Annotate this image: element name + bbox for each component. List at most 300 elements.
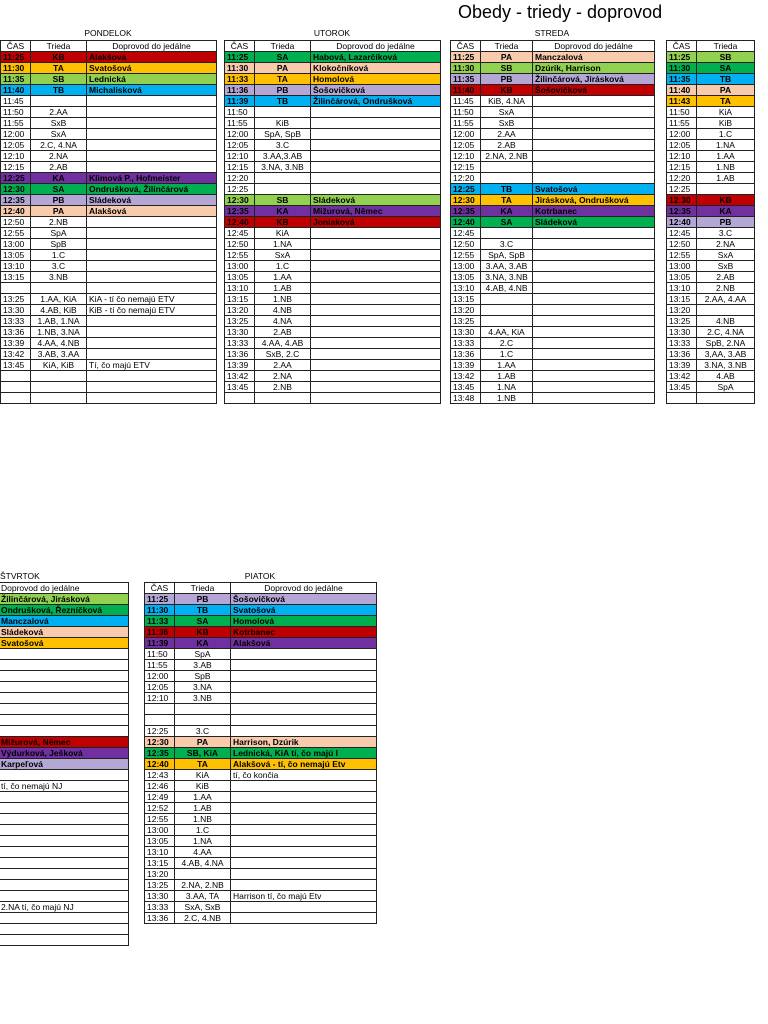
- class-cell: [481, 173, 533, 184]
- time-cell: 11:30: [1, 63, 31, 74]
- escort-cell: [87, 239, 217, 250]
- escort-cell: [231, 671, 377, 682]
- escort-cell: [87, 382, 217, 393]
- table-row: [1, 118, 217, 129]
- time-cell: 13:00: [145, 825, 175, 836]
- table-row: [451, 85, 655, 96]
- class-cell: [697, 393, 755, 404]
- table-row: [667, 129, 755, 140]
- time-cell: 11:45: [451, 96, 481, 107]
- time-cell: 13:25: [451, 316, 481, 327]
- escort-cell: [533, 393, 655, 404]
- escort-cell: [533, 151, 655, 162]
- time-cell: 12:05: [145, 682, 175, 693]
- class-cell: SxA: [697, 250, 755, 261]
- escort-cell: Mižurová, Němec: [311, 206, 441, 217]
- table-row: [0, 935, 129, 946]
- table-row: [667, 250, 755, 261]
- time-cell: 12:05: [1, 140, 31, 151]
- class-cell: KiA: [697, 107, 755, 118]
- time-cell: 12:00: [1, 129, 31, 140]
- time-cell: 12:35: [225, 206, 255, 217]
- time-cell: 12:35: [145, 748, 175, 759]
- table-row: [0, 770, 129, 781]
- class-cell: SxA: [31, 129, 87, 140]
- table-row: [667, 206, 755, 217]
- escort-cell: [87, 338, 217, 349]
- class-cell: TB: [31, 85, 87, 96]
- escort-cell: [231, 858, 377, 869]
- escort-cell: Šošovičková: [311, 85, 441, 96]
- time-cell: 12:15: [1, 162, 31, 173]
- class-cell: 3.NA: [175, 682, 231, 693]
- table-row: [667, 272, 755, 283]
- time-cell: 12:40: [667, 217, 697, 228]
- time-cell: 12:35: [667, 206, 697, 217]
- table-row: [1, 151, 217, 162]
- escort-cell: Svatošová: [231, 605, 377, 616]
- table-row: [1, 129, 217, 140]
- time-cell: 12:40: [145, 759, 175, 770]
- class-cell: [31, 283, 87, 294]
- escort-cell: Žilinčárová, Jirásková: [533, 74, 655, 85]
- table-row: [145, 803, 377, 814]
- table-row: [145, 638, 377, 649]
- escort-cell: [0, 704, 129, 715]
- escort-cell: [311, 162, 441, 173]
- schedule-table-streda: [450, 40, 655, 404]
- time-cell: 11:35: [667, 74, 697, 85]
- class-cell: 4.AA: [175, 847, 231, 858]
- column-header: ČAS: [1, 41, 31, 52]
- class-cell: [697, 184, 755, 195]
- class-cell: 2.AA: [255, 360, 311, 371]
- class-cell: TB: [481, 184, 533, 195]
- escort-cell: [533, 107, 655, 118]
- escort-cell: [0, 671, 129, 682]
- escort-cell: [311, 272, 441, 283]
- escort-cell: [0, 649, 129, 660]
- escort-cell: Michalisková: [87, 85, 217, 96]
- table-row: [225, 371, 441, 382]
- table-row: [667, 85, 755, 96]
- table-row: [1, 272, 217, 283]
- escort-cell: [533, 338, 655, 349]
- escort-cell: Ondrušková, Žilinčárová: [87, 184, 217, 195]
- time-cell: 13:25: [1, 294, 31, 305]
- class-cell: TB: [255, 96, 311, 107]
- time-cell: 13:39: [667, 360, 697, 371]
- class-cell: 2.C, 4.NB: [175, 913, 231, 924]
- escort-cell: KiA - tí čo nemajú ETV: [87, 294, 217, 305]
- time-cell: 11:36: [145, 627, 175, 638]
- class-cell: PB: [175, 594, 231, 605]
- header-row: [145, 583, 377, 594]
- class-cell: [255, 393, 311, 404]
- time-cell: 13:30: [225, 327, 255, 338]
- class-cell: 1.NB, 3.NA: [31, 327, 87, 338]
- escort-cell: [87, 261, 217, 272]
- table-row: [0, 726, 129, 737]
- time-cell: 12:20: [667, 173, 697, 184]
- table-row: [145, 869, 377, 880]
- time-cell: 13:10: [667, 283, 697, 294]
- table-row: [0, 759, 129, 770]
- table-row: [667, 184, 755, 195]
- table-row: [1, 250, 217, 261]
- class-cell: 3.AB, 3.AA: [31, 349, 87, 360]
- table-row: [451, 327, 655, 338]
- time-cell: [1, 283, 31, 294]
- class-cell: [175, 869, 231, 880]
- time-cell: 12:25: [145, 726, 175, 737]
- escort-cell: [533, 272, 655, 283]
- class-cell: 2.AB: [255, 327, 311, 338]
- time-cell: 12:55: [225, 250, 255, 261]
- class-cell: 1.NA: [175, 836, 231, 847]
- escort-cell: [311, 316, 441, 327]
- time-cell: 11:35: [451, 74, 481, 85]
- time-cell: 11:33: [145, 616, 175, 627]
- escort-cell: Žilinčárová, Ondrušková: [311, 96, 441, 107]
- table-row: [667, 74, 755, 85]
- time-cell: 12:10: [667, 151, 697, 162]
- table-row: [0, 792, 129, 803]
- table-row: [451, 184, 655, 195]
- time-cell: 11:39: [145, 638, 175, 649]
- escort-cell: Harrison tí, čo majú Etv: [231, 891, 377, 902]
- time-cell: 12:05: [225, 140, 255, 151]
- table-row: [1, 228, 217, 239]
- class-cell: [255, 173, 311, 184]
- table-row: [1, 206, 217, 217]
- column-header: Doprovod do jedálne: [87, 41, 217, 52]
- time-cell: 11:45: [1, 96, 31, 107]
- escort-cell: 2.NA tí, čo majú NJ: [0, 902, 129, 913]
- time-cell: 12:50: [667, 239, 697, 250]
- table-row: [0, 605, 129, 616]
- table-row: [1, 305, 217, 316]
- table-row: [145, 660, 377, 671]
- escort-cell: [87, 162, 217, 173]
- class-cell: 3.C: [31, 261, 87, 272]
- table-row: [225, 74, 441, 85]
- time-cell: 11:50: [225, 107, 255, 118]
- class-cell: KA: [31, 173, 87, 184]
- time-cell: 13:30: [1, 305, 31, 316]
- class-cell: SxB, 2.C: [255, 349, 311, 360]
- escort-cell: [533, 382, 655, 393]
- table-row: [667, 305, 755, 316]
- table-row: [145, 627, 377, 638]
- column-header: ČAS: [225, 41, 255, 52]
- table-row: [225, 261, 441, 272]
- table-row: [225, 173, 441, 184]
- escort-cell: [231, 803, 377, 814]
- time-cell: 12:50: [451, 239, 481, 250]
- time-cell: 13:05: [451, 272, 481, 283]
- class-cell: 4.AB, KiB: [31, 305, 87, 316]
- day-label-streda: STREDA: [534, 28, 570, 38]
- table-row: [0, 594, 129, 605]
- escort-cell: [311, 140, 441, 151]
- table-row: [667, 371, 755, 382]
- escort-cell: tí, čo nemajú NJ: [0, 781, 129, 792]
- escort-cell: Sládeková: [87, 195, 217, 206]
- class-cell: SxB: [697, 261, 755, 272]
- time-cell: 13:15: [667, 294, 697, 305]
- time-cell: 13:48: [451, 393, 481, 404]
- table-row: [225, 85, 441, 96]
- class-cell: 1.AA: [175, 792, 231, 803]
- time-cell: 13:15: [145, 858, 175, 869]
- table-row: [451, 195, 655, 206]
- table-row: [225, 349, 441, 360]
- escort-cell: [311, 129, 441, 140]
- escort-cell: [87, 96, 217, 107]
- class-cell: 4.AB: [697, 371, 755, 382]
- table-row: [145, 726, 377, 737]
- table-row: [451, 206, 655, 217]
- table-row: [225, 382, 441, 393]
- table-row: [145, 781, 377, 792]
- class-cell: KiA: [175, 770, 231, 781]
- time-cell: 11:55: [667, 118, 697, 129]
- escort-cell: [311, 360, 441, 371]
- time-cell: 12:30: [451, 195, 481, 206]
- class-cell: 1.NA: [481, 382, 533, 393]
- class-cell: 2.C, 4.NA: [31, 140, 87, 151]
- escort-cell: [231, 847, 377, 858]
- table-row: [225, 393, 441, 404]
- escort-cell: [533, 162, 655, 173]
- table-row: [145, 880, 377, 891]
- table-row: [451, 382, 655, 393]
- table-row: [0, 913, 129, 924]
- time-cell: [225, 393, 255, 404]
- class-cell: SA: [175, 616, 231, 627]
- escort-cell: Sládeková: [0, 627, 129, 638]
- escort-cell: [87, 151, 217, 162]
- class-cell: 2.C, 4.NA: [697, 327, 755, 338]
- class-cell: KiB: [175, 781, 231, 792]
- time-cell: 11:50: [451, 107, 481, 118]
- class-cell: [481, 294, 533, 305]
- time-cell: 13:15: [225, 294, 255, 305]
- time-cell: 13:33: [451, 338, 481, 349]
- time-cell: 12:20: [225, 173, 255, 184]
- time-cell: 12:00: [145, 671, 175, 682]
- class-cell: 3.NB: [175, 693, 231, 704]
- class-cell: KiB: [697, 118, 755, 129]
- time-cell: 12:49: [145, 792, 175, 803]
- table-row: [667, 96, 755, 107]
- class-cell: [481, 162, 533, 173]
- time-cell: 13:42: [667, 371, 697, 382]
- class-cell: TA: [175, 759, 231, 770]
- class-cell: 3.NB: [31, 272, 87, 283]
- table-row: [667, 151, 755, 162]
- table-row: [145, 913, 377, 924]
- table-row: [0, 748, 129, 759]
- class-cell: 4.NB: [697, 316, 755, 327]
- column-header: Trieda: [255, 41, 311, 52]
- table-row: [667, 382, 755, 393]
- escort-cell: [231, 682, 377, 693]
- class-cell: 4.NA: [255, 316, 311, 327]
- time-cell: 13:25: [225, 316, 255, 327]
- time-cell: 12:30: [145, 737, 175, 748]
- escort-cell: Manczalová: [533, 52, 655, 63]
- column-header: ČAS: [451, 41, 481, 52]
- escort-cell: [231, 880, 377, 891]
- time-cell: 13:00: [667, 261, 697, 272]
- escort-cell: Výdurková, Ješková: [0, 748, 129, 759]
- header-row: [451, 41, 655, 52]
- page-title: Obedy - triedy - doprovod: [458, 2, 663, 22]
- table-row: [0, 682, 129, 693]
- table-row: [225, 118, 441, 129]
- table-row: [1, 239, 217, 250]
- class-cell: 1.C: [697, 129, 755, 140]
- time-cell: 12:45: [225, 228, 255, 239]
- class-cell: PA: [255, 63, 311, 74]
- class-cell: PA: [481, 52, 533, 63]
- escort-cell: [533, 118, 655, 129]
- table-row: [667, 228, 755, 239]
- table-row: [451, 250, 655, 261]
- escort-cell: [533, 327, 655, 338]
- class-cell: SB: [481, 63, 533, 74]
- escort-cell: [231, 693, 377, 704]
- table-row: [0, 814, 129, 825]
- column-header: Trieda: [175, 583, 231, 594]
- class-cell: [481, 305, 533, 316]
- escort-cell: [311, 173, 441, 184]
- table-row: [451, 393, 655, 404]
- time-cell: 12:46: [145, 781, 175, 792]
- escort-cell: [0, 880, 129, 891]
- escort-cell: Sládeková: [533, 217, 655, 228]
- table-row: [145, 770, 377, 781]
- time-cell: 13:36: [225, 349, 255, 360]
- table-row: [667, 140, 755, 151]
- class-cell: 2.NB: [31, 217, 87, 228]
- table-row: [1, 107, 217, 118]
- escort-cell: Žilinčárová, Jirásková: [0, 594, 129, 605]
- class-cell: 1.AB: [175, 803, 231, 814]
- time-cell: 12:45: [451, 228, 481, 239]
- class-cell: 1.C: [175, 825, 231, 836]
- class-cell: TA: [697, 96, 755, 107]
- time-cell: 12:45: [667, 228, 697, 239]
- time-cell: 11:55: [225, 118, 255, 129]
- escort-cell: Alakšová: [87, 206, 217, 217]
- class-cell: 1.C: [255, 261, 311, 272]
- time-cell: 13:05: [145, 836, 175, 847]
- class-cell: SxB: [31, 118, 87, 129]
- time-cell: 12:40: [225, 217, 255, 228]
- escort-cell: [533, 349, 655, 360]
- escort-cell: [87, 371, 217, 382]
- escort-cell: [87, 118, 217, 129]
- escort-cell: [87, 228, 217, 239]
- escort-cell: [533, 283, 655, 294]
- schedule-table-utorok: [224, 40, 441, 404]
- escort-cell: [231, 704, 377, 715]
- table-row: [451, 151, 655, 162]
- class-cell: PB: [31, 195, 87, 206]
- class-cell: 1.NA: [697, 140, 755, 151]
- table-row: [225, 129, 441, 140]
- table-row: [667, 360, 755, 371]
- time-cell: 12:55: [451, 250, 481, 261]
- table-row: [145, 682, 377, 693]
- time-cell: 13:20: [667, 305, 697, 316]
- table-row: [1, 338, 217, 349]
- table-row: [667, 294, 755, 305]
- table-row: [145, 847, 377, 858]
- table-row: [0, 825, 129, 836]
- table-row: [451, 129, 655, 140]
- schedule-table-piatok: [144, 582, 377, 924]
- time-cell: 11:50: [1, 107, 31, 118]
- table-row: [667, 162, 755, 173]
- escort-cell: [533, 228, 655, 239]
- table-row: [667, 316, 755, 327]
- header-row: [225, 41, 441, 52]
- escort-cell: Šošovičková: [533, 85, 655, 96]
- time-cell: 12:00: [667, 129, 697, 140]
- escort-cell: [87, 316, 217, 327]
- time-cell: 13:39: [451, 360, 481, 371]
- time-cell: 12:25: [667, 184, 697, 195]
- time-cell: 13:30: [667, 327, 697, 338]
- table-row: [451, 371, 655, 382]
- time-cell: 13:05: [225, 272, 255, 283]
- table-row: [145, 759, 377, 770]
- escort-cell: [311, 371, 441, 382]
- day-label-pondelok: PONDELOK: [84, 28, 132, 38]
- escort-cell: Klokočníková: [311, 63, 441, 74]
- escort-cell: [0, 935, 129, 946]
- table-row: [451, 338, 655, 349]
- class-cell: KiB, 4.NA: [481, 96, 533, 107]
- table-row: [225, 184, 441, 195]
- class-cell: KA: [697, 206, 755, 217]
- class-cell: SpB: [175, 671, 231, 682]
- table-row: [145, 715, 377, 726]
- table-row: [451, 228, 655, 239]
- time-cell: [145, 704, 175, 715]
- table-row: [145, 748, 377, 759]
- table-row: [225, 239, 441, 250]
- time-cell: 11:36: [225, 85, 255, 96]
- time-cell: 12:20: [451, 173, 481, 184]
- table-row: [145, 693, 377, 704]
- time-cell: 13:39: [1, 338, 31, 349]
- class-cell: 1.AB: [481, 371, 533, 382]
- escort-cell: [87, 327, 217, 338]
- table-row: [1, 349, 217, 360]
- table-row: [451, 74, 655, 85]
- time-cell: 11:35: [1, 74, 31, 85]
- table-row: [667, 393, 755, 404]
- escort-cell: [0, 682, 129, 693]
- time-cell: [1, 393, 31, 404]
- table-row: [225, 52, 441, 63]
- escort-cell: Svatošová: [533, 184, 655, 195]
